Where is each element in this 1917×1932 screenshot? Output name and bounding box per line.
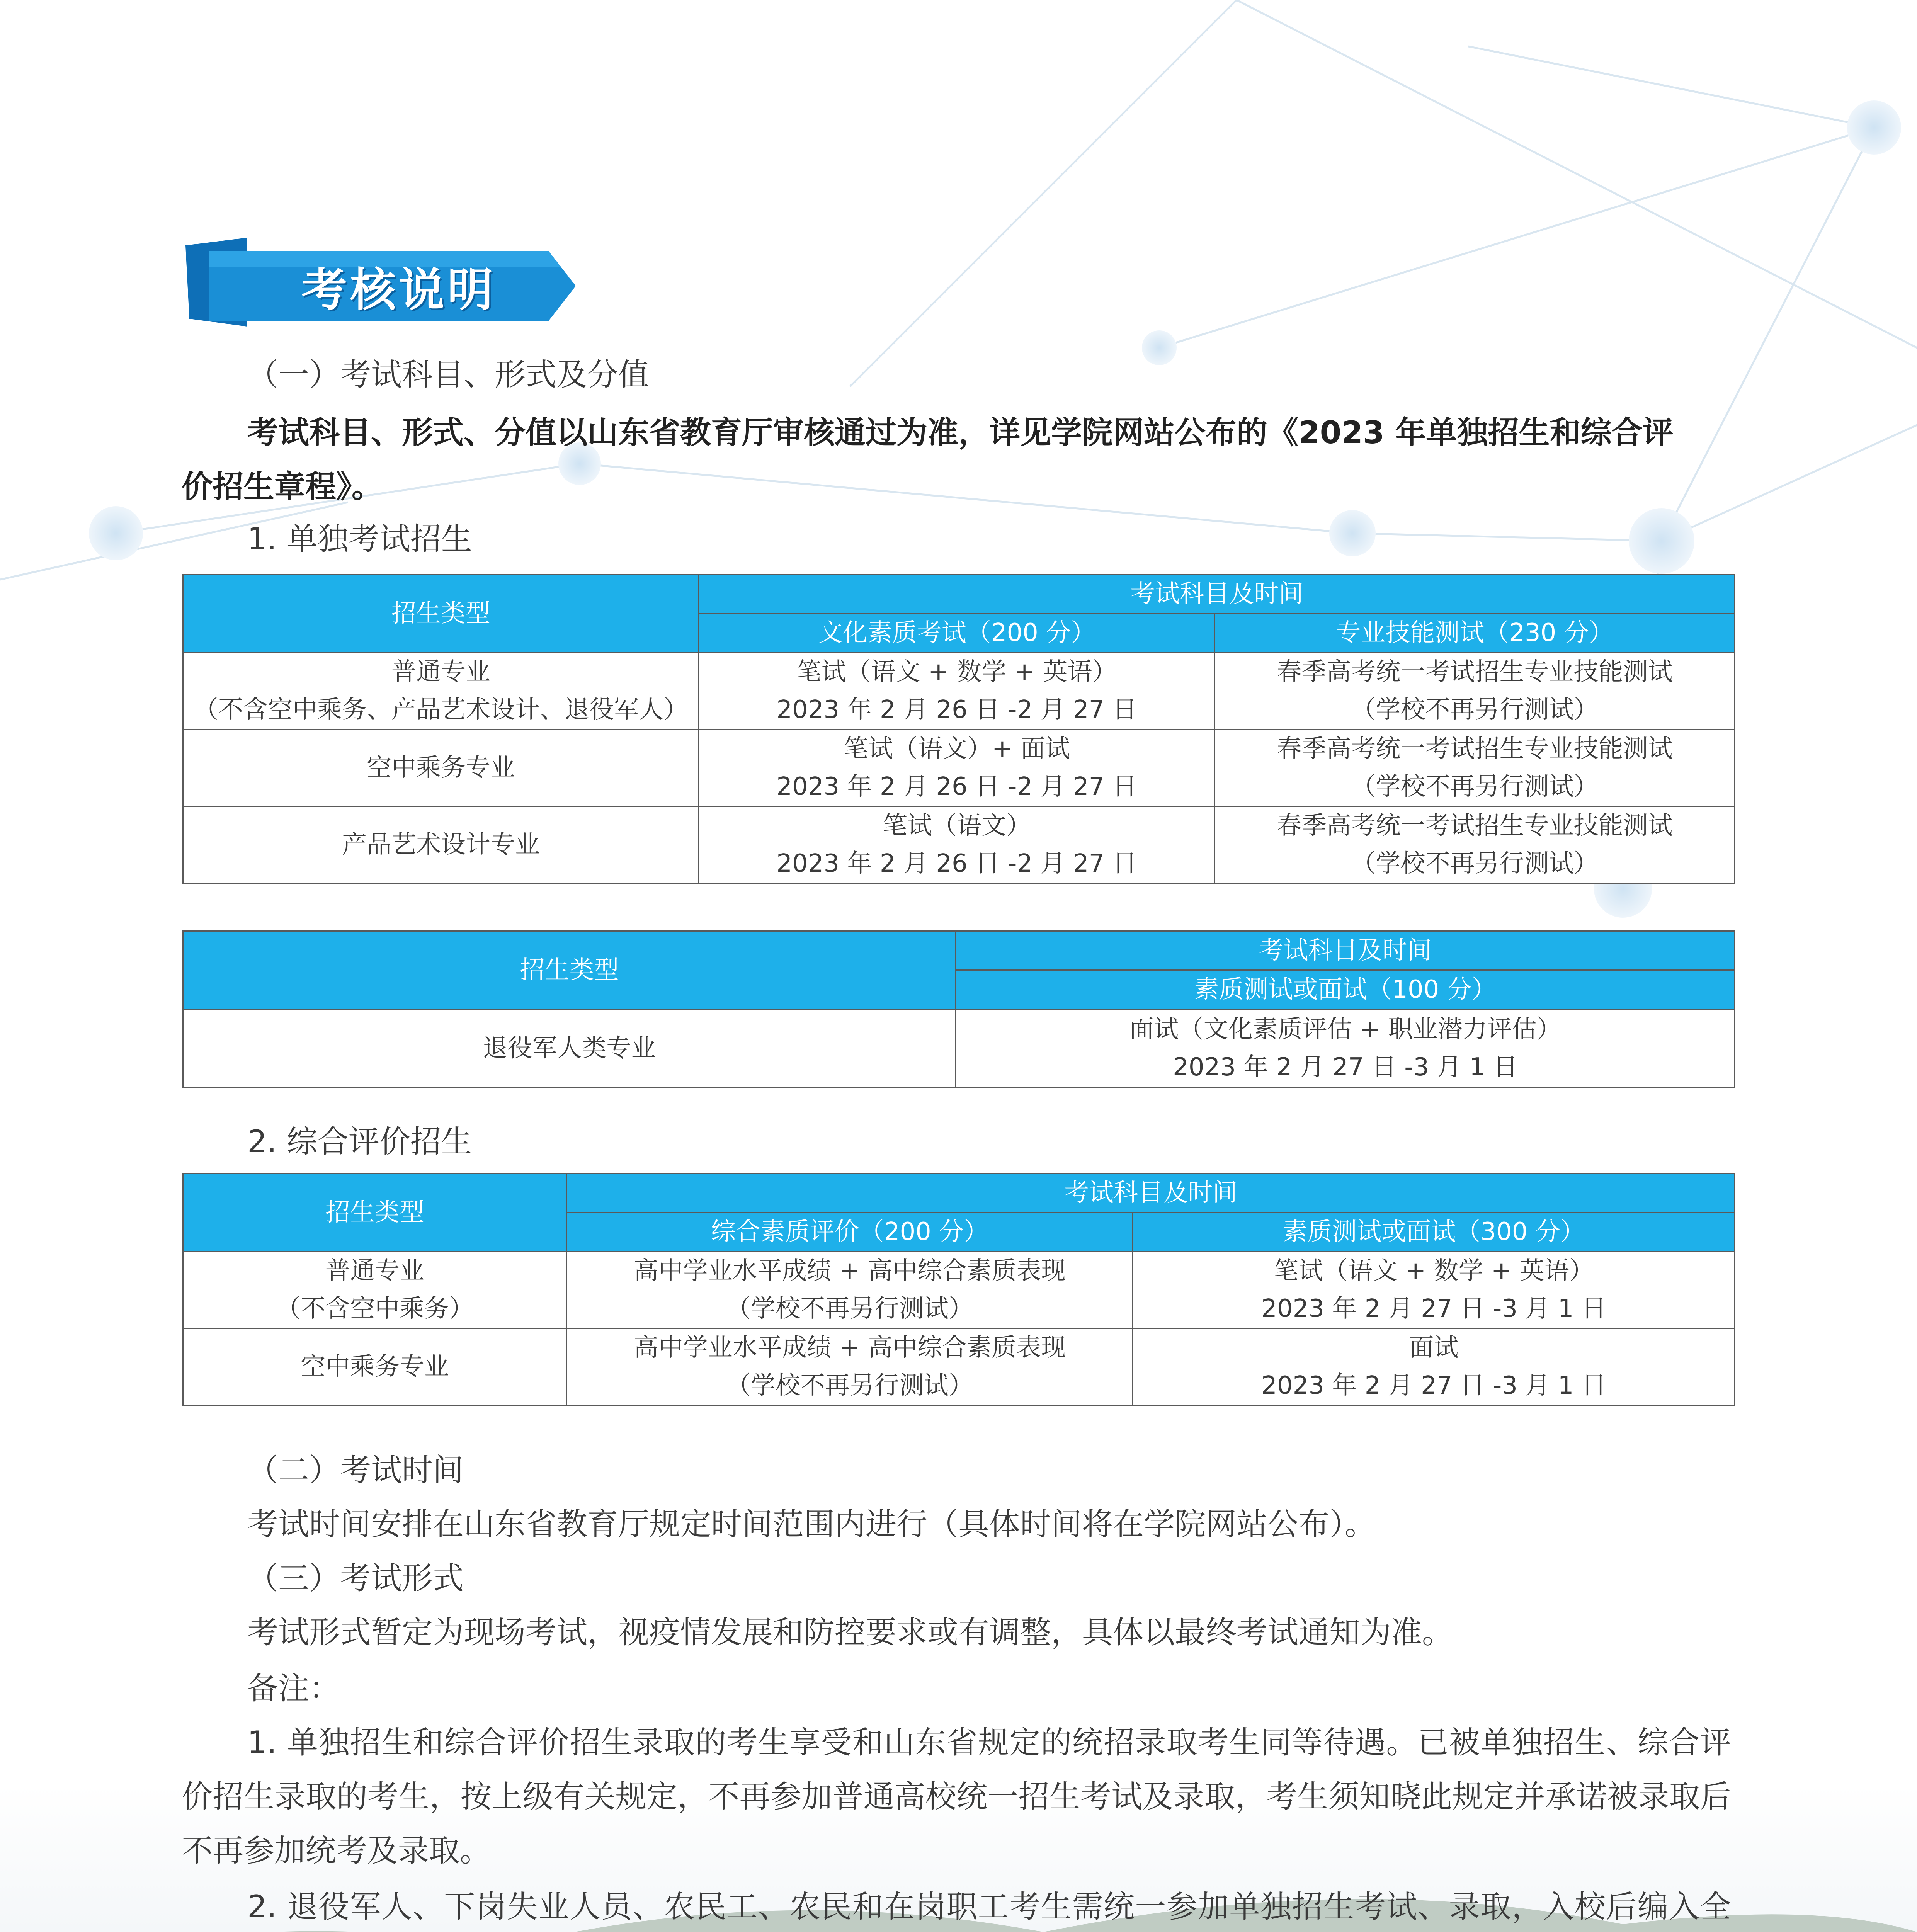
table-veteran-exam	[182, 930, 1735, 1088]
banner-title: 考核说明	[301, 263, 497, 316]
row-type: 退役军人类专业	[483, 1034, 656, 1063]
section1-bold-line2: 价招生章程》。	[182, 469, 383, 505]
row-skill: 春季高考统一考试招生专业技能测试	[1277, 658, 1673, 686]
row-eval: 高中学业水平成绩 + 高中综合素质表现	[633, 1333, 1066, 1362]
section2-text: 考试时间安排在山东省教育厅规定时间范围内进行（具体时间将在学院网站公布）。	[247, 1506, 1376, 1542]
note-1	[182, 1716, 1731, 1878]
row-type: 产品艺术设计专业	[342, 830, 540, 859]
table-row	[183, 1009, 1735, 1088]
row-type: 空中乘务专业	[367, 753, 515, 782]
row-eval-note: （学校不再另行测试）	[726, 1294, 973, 1323]
row-date: 2023 年 2 月 26 日 -2 月 27 日	[776, 772, 1137, 801]
section2-heading: （二）考试时间	[247, 1452, 464, 1488]
row-skill: 春季高考统一考试招生专业技能测试	[1277, 811, 1673, 840]
section3-text: 考试形式暂定为现场考试，视疫情发展和防控要求或有调整，具体以最终考试通知为准。	[247, 1614, 1453, 1650]
type-header: 招生类型	[183, 1173, 567, 1252]
table-row	[183, 1252, 1735, 1328]
table-row	[183, 730, 1735, 806]
row-exam: 面试	[1409, 1333, 1459, 1362]
subsection-comprehensive: 2. 综合评价招生	[247, 1124, 472, 1160]
row-date: 2023 年 2 月 27 日 -3 月 1 日	[1173, 1053, 1518, 1082]
row-skill-note: （学校不再另行测试）	[1351, 772, 1599, 801]
quality-test-header: 素质测试或面试（100 分）	[956, 970, 1735, 1009]
note-2	[182, 1880, 1731, 1932]
row-exam: 笔试（语文 + 数学 + 英语）	[796, 658, 1117, 686]
row-eval: 高中学业水平成绩 + 高中综合素质表现	[633, 1257, 1066, 1285]
row-date: 2023 年 2 月 27 日 -3 月 1 日	[1261, 1294, 1606, 1323]
table-row	[183, 1328, 1735, 1405]
row-exam: 笔试（语文）	[883, 811, 1031, 840]
row-exam: 笔试（语文）+ 面试	[844, 735, 1070, 763]
row-type: 空中乘务专业	[301, 1352, 449, 1381]
notes-label: 备注：	[247, 1670, 340, 1706]
table-row	[183, 653, 1735, 730]
type-header: 招生类型	[183, 931, 956, 1009]
note-1-text: 1. 单独招生和综合评价招生录取的考生享受和山东省规定的统招录取考生同等待遇。已被单独招生、综合评价招生录取的考生，按上级有关规定，不再参加普通高校统一招生考试及录取，考生须知晓此规定并承诺被录取后不再参加统考及录取。	[182, 1725, 1731, 1869]
subject-header: 考试科目及时间	[699, 575, 1735, 614]
row-type: 普通专业	[391, 658, 490, 686]
section1-heading: （一）考试科目、形式及分值	[247, 357, 649, 393]
quality-test-header: 素质测试或面试（300 分）	[1133, 1213, 1735, 1252]
table-row	[183, 806, 1735, 883]
culture-exam-header: 文化素质考试（200 分）	[699, 614, 1215, 653]
row-exam: 面试（文化素质评估 + 职业潜力评估）	[1129, 1015, 1561, 1044]
subject-header: 考试科目及时间	[956, 931, 1735, 970]
row-type-note: （不含空中乘务、产品艺术设计、退役军人）	[194, 696, 688, 724]
section3-heading: （三）考试形式	[247, 1560, 464, 1596]
table-comprehensive-eval	[182, 1173, 1735, 1406]
section1-bold-line1: 考试科目、形式、分值以山东省教育厅审核通过为准，详见学院网站公布的《2023 年单独招生和综合评	[247, 415, 1674, 451]
skill-test-header: 专业技能测试（230 分）	[1215, 614, 1735, 653]
row-date: 2023 年 2 月 27 日 -3 月 1 日	[1261, 1371, 1606, 1400]
subsection-independent: 1. 单独考试招生	[247, 521, 472, 557]
row-exam: 笔试（语文 + 数学 + 英语）	[1274, 1257, 1594, 1285]
row-type-note: （不含空中乘务）	[276, 1294, 474, 1323]
row-skill: 春季高考统一考试招生专业技能测试	[1277, 735, 1673, 763]
table-independent-exam	[182, 574, 1735, 884]
type-header: 招生类型	[183, 575, 699, 653]
row-type: 普通专业	[325, 1257, 424, 1285]
note-2-text: 2. 退役军人、下岗失业人员、农民工、农民和在岗职工考生需统一参加单独招生考试、录取，入校后编入全	[247, 1889, 1731, 1925]
row-skill-note: （学校不再另行测试）	[1351, 696, 1599, 724]
row-skill-note: （学校不再另行测试）	[1351, 849, 1599, 878]
row-date: 2023 年 2 月 26 日 -2 月 27 日	[776, 849, 1137, 878]
subject-header: 考试科目及时间	[567, 1173, 1735, 1213]
row-eval-note: （学校不再另行测试）	[726, 1371, 973, 1400]
row-date: 2023 年 2 月 26 日 -2 月 27 日	[776, 696, 1137, 724]
comprehensive-eval-header: 综合素质评价（200 分）	[567, 1213, 1133, 1252]
